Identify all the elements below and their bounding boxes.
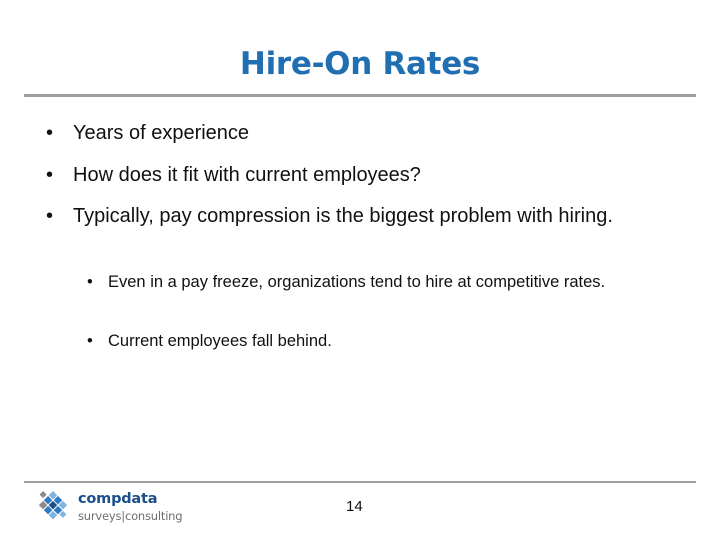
bullet-marker: • bbox=[46, 164, 54, 186]
logo-wordmark: compdata bbox=[78, 491, 158, 507]
bullet-marker: • bbox=[46, 122, 54, 144]
bullet-text: Typically, pay compression is the biggest problem with hiring. bbox=[73, 205, 613, 227]
sub-bullet-item bbox=[87, 272, 677, 293]
sub-bullet-marker: • bbox=[87, 332, 93, 350]
bullet-marker: • bbox=[46, 205, 54, 227]
bullet-text: Years of experience bbox=[73, 122, 250, 144]
sub-bullet-item bbox=[87, 331, 677, 352]
footer-divider bbox=[24, 481, 696, 483]
bullet-item bbox=[46, 163, 686, 187]
bullet-text: How does it fit with current employees? bbox=[73, 164, 421, 186]
sub-bullet-text: Even in a pay freeze, organizations tend to hire at competitive rates. bbox=[108, 273, 606, 291]
sub-bullet-marker: • bbox=[87, 273, 93, 291]
sub-bullet-text: Current employees fall behind. bbox=[108, 332, 332, 350]
slide-title: Hire-On Rates bbox=[239, 46, 481, 82]
bullet-item bbox=[46, 121, 686, 145]
logo-mark-icon bbox=[30, 489, 76, 527]
bullet-item bbox=[46, 204, 686, 228]
compdata-logo bbox=[30, 489, 200, 529]
page-number: 14 bbox=[346, 498, 363, 515]
logo-tagline: surveys|consulting bbox=[78, 509, 183, 523]
title-divider bbox=[24, 94, 696, 97]
